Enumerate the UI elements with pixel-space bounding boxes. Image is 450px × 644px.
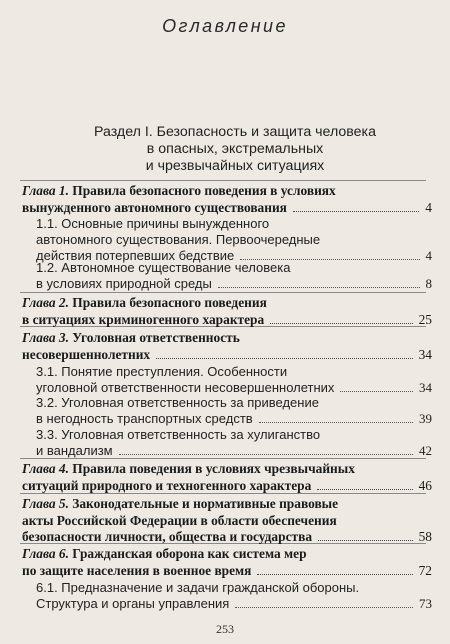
toc-entry-line [36,364,432,380]
toc-page-ref: 34 [418,346,432,362]
section-title-line: Раздел I. Безопасность и защита человека [94,124,376,140]
toc-entry-text: действия потерпевших бедствие [36,248,235,263]
toc-subsection-entry[interactable] [36,395,432,427]
toc-divider [20,292,426,293]
toc-entry-line [22,461,432,478]
toc-entry-line [36,380,432,396]
toc-page-ref: 58 [418,529,432,544]
toc-entry-line [36,443,432,459]
toc-entry-line [36,580,432,596]
toc-chapter-entry[interactable] [22,461,432,494]
toc-page-ref: 4 [425,199,432,215]
chapter-number: Глава 2. [22,295,69,310]
toc-entry-line [36,216,432,232]
chapter-number: Глава 4. [22,461,69,476]
toc-entry-text: вынужденного автономного существования [22,199,287,215]
toc-heading: Оглавление [162,16,288,36]
toc-entry-text: 3.3. Уголовная ответственность за хулиганство [36,427,321,442]
toc-entry-text: 3.2. Уголовная ответственность за приведение [36,395,319,410]
toc-entry-line [22,183,432,200]
toc-entry-line [36,427,432,443]
toc-entry-line [36,232,432,248]
toc-entry-text: Правила безопасного поведения [72,295,267,310]
toc-subsection-entry[interactable] [36,364,432,396]
dot-leader [270,323,412,324]
toc-entry-text: Структура и органы управления [36,596,230,611]
toc-entry-line [22,529,432,546]
toc-chapter-entry[interactable] [22,330,432,363]
toc-page-ref: 72 [418,562,432,578]
toc-entry-text: уголовной ответственности несовершеннолетних [36,380,335,395]
toc-entry-text: автономного существования. Первоочередные [36,232,321,247]
toc-entry-text: в негодность транспортных средств [36,411,253,426]
toc-page-ref: 34 [419,380,432,395]
toc-entry-line [22,563,432,580]
toc-entry-line [22,513,432,530]
toc-entry-line [36,395,432,411]
dot-leader [119,454,413,455]
dot-leader [257,574,412,575]
toc-entry-text: Правила безопасного поведения в условиях [72,183,336,198]
dot-leader [318,540,413,541]
toc-entry-text: безопасности личности, общества и государства [22,529,313,544]
dot-leader [235,607,413,608]
toc-entry-line [22,200,432,217]
toc-entry-line [22,347,432,364]
toc-entry-line [36,276,432,292]
section-title-line: в опасных, экстремальных [146,141,324,157]
toc-entry-text: 3.1. Понятие преступления. Особенности [36,364,288,379]
toc-chapter-entry[interactable] [22,546,432,579]
toc-chapter-entry[interactable] [22,496,432,546]
chapter-number: Глава 6. [22,546,69,561]
toc-entry-line [22,546,432,563]
toc-entry-text: 6.1. Предназначение и задачи гражданской обороны. [36,580,360,595]
dot-leader [218,287,420,288]
toc-page-ref: 25 [418,311,432,327]
section-title-line: и чрезвычайных ситуациях [145,158,325,174]
chapter-number: Глава 3. [22,330,69,345]
toc-entry-text: по защите населения в военное время [22,562,252,578]
toc-entry-text: Гражданская оборона как система мер [72,546,307,561]
toc-page-ref: 39 [419,411,432,426]
dot-leader [259,422,413,423]
toc-entry-line [36,411,432,427]
toc-entry-text: несовершеннолетних [22,346,151,362]
toc-entry-line [22,295,432,312]
toc-entry-line [22,330,432,347]
toc-entry-line [22,312,432,329]
toc-page-ref: 8 [425,276,432,291]
toc-entry-line [36,260,432,276]
toc-entry-line [22,496,432,513]
toc-entry-text: Правила поведения в условиях чрезвычайных [72,461,355,476]
toc-entry-text: 1.1. Основные причины вынужденного [36,216,270,231]
toc-entry-text: акты Российской Федерации в области обеспечения [22,512,337,528]
toc-chapter-entry[interactable] [22,183,432,216]
toc-entry-text: и вандализм [36,443,113,458]
toc-entry-line [36,596,432,612]
toc-subsection-entry[interactable] [36,427,432,459]
toc-entry-text: Уголовная ответственность [72,330,240,345]
dot-leader [293,211,419,212]
toc-entry-line [22,478,432,495]
toc-subsection-entry[interactable] [36,216,432,264]
toc-entry-text: Законодательные и нормативные правовые [72,496,339,511]
toc-chapter-entry[interactable] [22,295,432,328]
toc-entry-text: 1.2. Автономное существование человека [36,260,291,275]
toc-entry-text: ситуаций природного и техногенного характера [22,477,312,493]
toc-entry-text: в ситуациях криминогенного характера [22,311,265,327]
toc-page-ref: 4 [425,248,432,263]
toc-page-ref: 42 [419,443,432,458]
toc-subsection-entry[interactable] [36,580,432,612]
toc-page-ref: 46 [418,477,432,493]
dot-leader [156,358,413,359]
chapter-number: Глава 1. [22,183,69,198]
dot-leader [340,391,413,392]
toc-entry-text: в условиях природной среды [36,276,212,291]
toc-page-ref: 73 [419,596,432,611]
chapter-number: Глава 5. [22,496,69,511]
page-number: 253 [216,622,234,636]
dot-leader [317,489,412,490]
toc-subsection-entry[interactable] [36,260,432,292]
toc-divider [20,180,426,181]
